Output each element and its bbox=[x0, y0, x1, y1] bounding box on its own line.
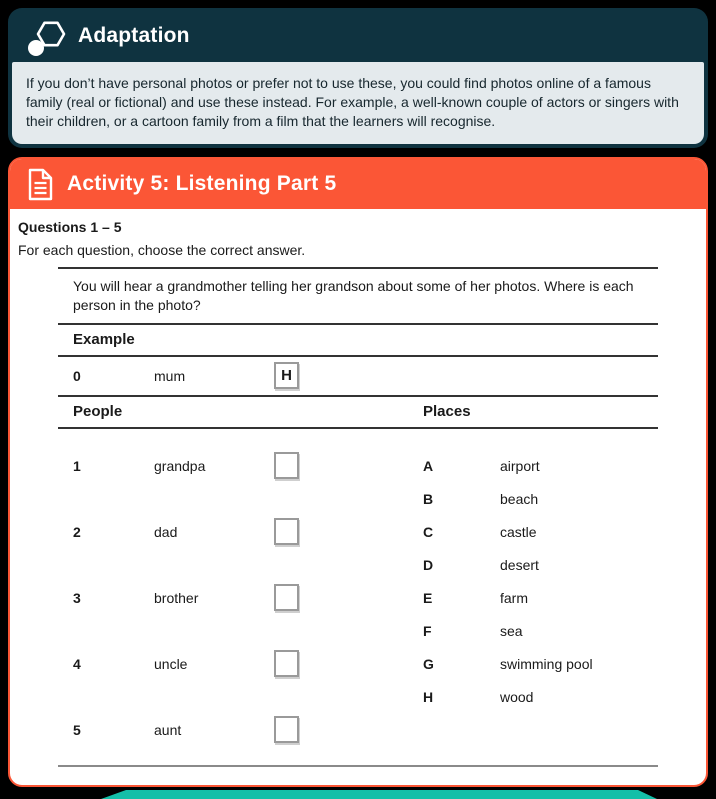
matching-area bbox=[18, 429, 698, 765]
answer-box-example: H bbox=[274, 362, 299, 389]
question-number: 3 bbox=[73, 590, 81, 606]
table-bottom-line bbox=[58, 765, 658, 767]
adaptation-header bbox=[8, 8, 708, 62]
task-description: You will hear a grandmother telling her grandson about some of her photos. Where is each person in the photo? bbox=[73, 278, 634, 313]
adaptation-card bbox=[8, 8, 708, 148]
questions-range: Questions 1 – 5 bbox=[18, 219, 122, 235]
people-row-5 bbox=[18, 716, 698, 744]
next-section-teal-banner bbox=[0, 788, 716, 799]
document-icon bbox=[28, 168, 53, 201]
example-person-label: mum bbox=[154, 368, 186, 384]
place-row-d bbox=[18, 555, 698, 575]
option-letter: A bbox=[423, 458, 434, 474]
place-row-e bbox=[18, 588, 698, 608]
activity-header bbox=[10, 159, 706, 209]
option-label: beach bbox=[500, 491, 539, 507]
people-column-header: People bbox=[73, 403, 123, 420]
activity-body bbox=[10, 209, 706, 767]
example-row bbox=[18, 357, 698, 395]
option-label: desert bbox=[500, 557, 539, 573]
place-row-b bbox=[18, 489, 698, 509]
place-row-a bbox=[18, 456, 698, 476]
hexagon-molecule-icon bbox=[24, 14, 66, 58]
adaptation-title: Adaptation bbox=[78, 24, 190, 47]
activity-card bbox=[8, 157, 708, 787]
option-letter: B bbox=[423, 491, 434, 507]
places-column-header: Places bbox=[423, 403, 471, 420]
column-headers-row bbox=[18, 397, 698, 427]
option-label: swimming pool bbox=[500, 656, 593, 672]
activity-title: Activity 5: Listening Part 5 bbox=[67, 172, 337, 195]
option-label: sea bbox=[500, 623, 523, 639]
option-letter: D bbox=[423, 557, 434, 573]
answer-box-q5[interactable] bbox=[274, 716, 299, 743]
question-number: 2 bbox=[73, 524, 81, 540]
place-row-c bbox=[18, 522, 698, 542]
question-number: 4 bbox=[73, 656, 81, 672]
option-letter: F bbox=[423, 623, 432, 639]
question-number: 1 bbox=[73, 458, 81, 474]
adaptation-body-text: If you don’t have personal photos or prefer not to use these, you could find photos online of a famous family (real or fictional) and use these instead. For example, a well-known couple of actors or singers with their children, or a cartoon family from a film that the learners will recognise. bbox=[12, 62, 704, 144]
option-label: farm bbox=[500, 590, 528, 606]
option-letter: H bbox=[423, 689, 434, 705]
option-letter: C bbox=[423, 524, 434, 540]
option-letter: G bbox=[423, 656, 434, 672]
option-label: castle bbox=[500, 524, 537, 540]
place-row-h bbox=[18, 687, 698, 707]
person-label: grandpa bbox=[154, 458, 206, 474]
option-letter: E bbox=[423, 590, 433, 606]
table-line bbox=[58, 267, 658, 269]
person-label: dad bbox=[154, 524, 178, 540]
choose-instruction: For each question, choose the correct answer. bbox=[18, 242, 306, 258]
place-row-f bbox=[18, 621, 698, 641]
option-label: airport bbox=[500, 458, 540, 474]
example-number: 0 bbox=[73, 368, 81, 384]
person-label: brother bbox=[154, 590, 199, 606]
example-heading: Example bbox=[73, 331, 135, 348]
person-label: aunt bbox=[154, 722, 182, 738]
person-label: uncle bbox=[154, 656, 188, 672]
place-row-g bbox=[18, 654, 698, 674]
option-label: wood bbox=[500, 689, 534, 705]
question-number: 5 bbox=[73, 722, 81, 738]
